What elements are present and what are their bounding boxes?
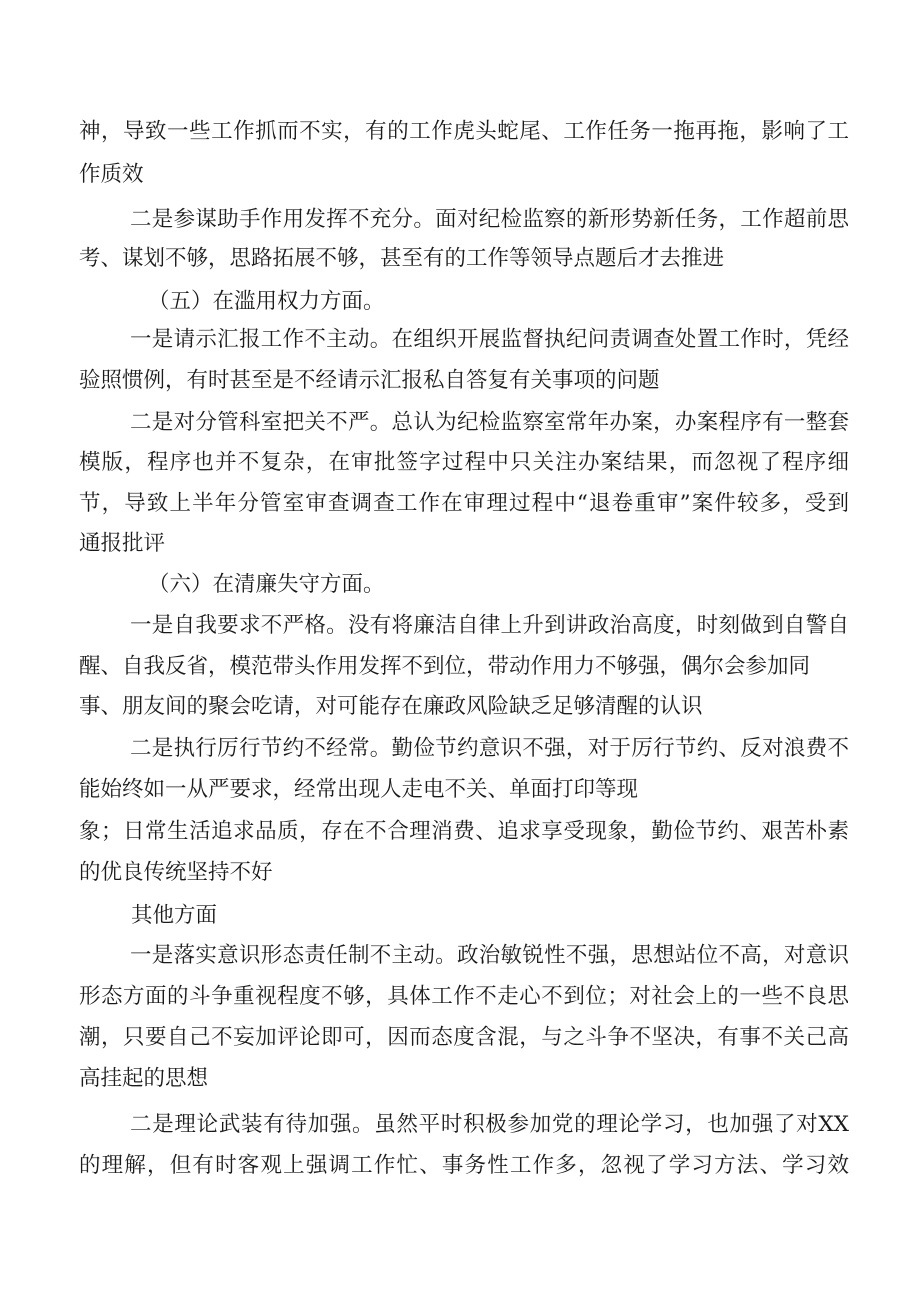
paragraph-line: 的理解，但有时客观上强调工作忙、事务性工作多，忽视了学习方法、学习效 <box>79 1153 849 1178</box>
paragraph-line: 二是对分管科室把关不严。总认为纪检监察室常年办案，办案程序有一整套 <box>130 410 849 435</box>
paragraph-line: 作质效 <box>79 162 144 187</box>
paragraph-line: 事、朋友间的聚会吃请，对可能存在廉政风险缺乏足够清醒的认识 <box>79 694 703 719</box>
paragraph-line: 模版，程序也并不复杂，在审批签字过程中只关注办案结果，而忽视了程序细 <box>79 450 849 475</box>
section-heading: 其他方面 <box>131 903 218 928</box>
section-heading: （六）在清廉失守方面。 <box>148 572 385 597</box>
paragraph-line: 高挂起的思想 <box>79 1066 209 1091</box>
paragraph-line: 考、谋划不够，思路拓展不够，甚至有的工作等领导点题后才去推进 <box>79 246 725 271</box>
paragraph-line: 的优良传统坚持不好 <box>79 860 273 885</box>
paragraph-line: 一是自我要求不严格。没有将廉洁自律上升到讲政治高度，时刻做到自警自 <box>130 613 849 638</box>
paragraph-line: 形态方面的斗争重视程度不够，具体工作不走心不到位；对社会上的一些不良思 <box>79 984 849 1009</box>
paragraph-line: 二是执行厉行节约不经常。勤俭节约意识不强，对于厉行节约、反对浪费不 <box>130 736 849 761</box>
paragraph-line: 象；日常生活追求品质，存在不合理消费、追求享受现象，勤俭节约、艰苦朴素 <box>79 819 849 844</box>
paragraph-line: 通报批评 <box>79 531 166 556</box>
paragraph-line: 验照惯例，有时甚至是不经请示汇报私自答复有关事项的问题 <box>79 368 660 393</box>
paragraph-line: 醒、自我反省，模范带头作用发挥不到位，带动作用力不够强，偶尔会参加同 <box>79 654 811 679</box>
paragraph-line: 潮，只要自己不妄加评论即可，因而态度含混，与之斗争不坚决，有事不关己高 <box>79 1025 849 1050</box>
paragraph-line: 二是理论武装有待加强。虽然平时积极参加党的理论学习，也加强了对XX <box>130 1112 849 1137</box>
paragraph-line: 神，导致一些工作抓而不实，有的工作虎头蛇尾、工作任务一拖再拖，影响了工 <box>79 119 849 144</box>
paragraph-line: 一是请示汇报工作不主动。在组织开展监督执纪问责调查处置工作时，凭经 <box>130 327 849 352</box>
paragraph-line: 二是参谋助手作用发挥不充分。面对纪检监察的新形势新任务，工作超前思 <box>130 207 849 232</box>
section-heading: （五）在滥用权力方面。 <box>148 289 385 314</box>
paragraph-line: 一是落实意识形态责任制不主动。政治敏锐性不强，思想站位不高，对意识 <box>130 943 849 968</box>
paragraph-line: 节，导致上半年分管室审查调查工作在审理过程中“退卷重审”案件较多，受到 <box>79 491 849 516</box>
paragraph-line: 能始终如一从严要求，经常出现人走电不关、单面打印等现 <box>79 777 639 802</box>
